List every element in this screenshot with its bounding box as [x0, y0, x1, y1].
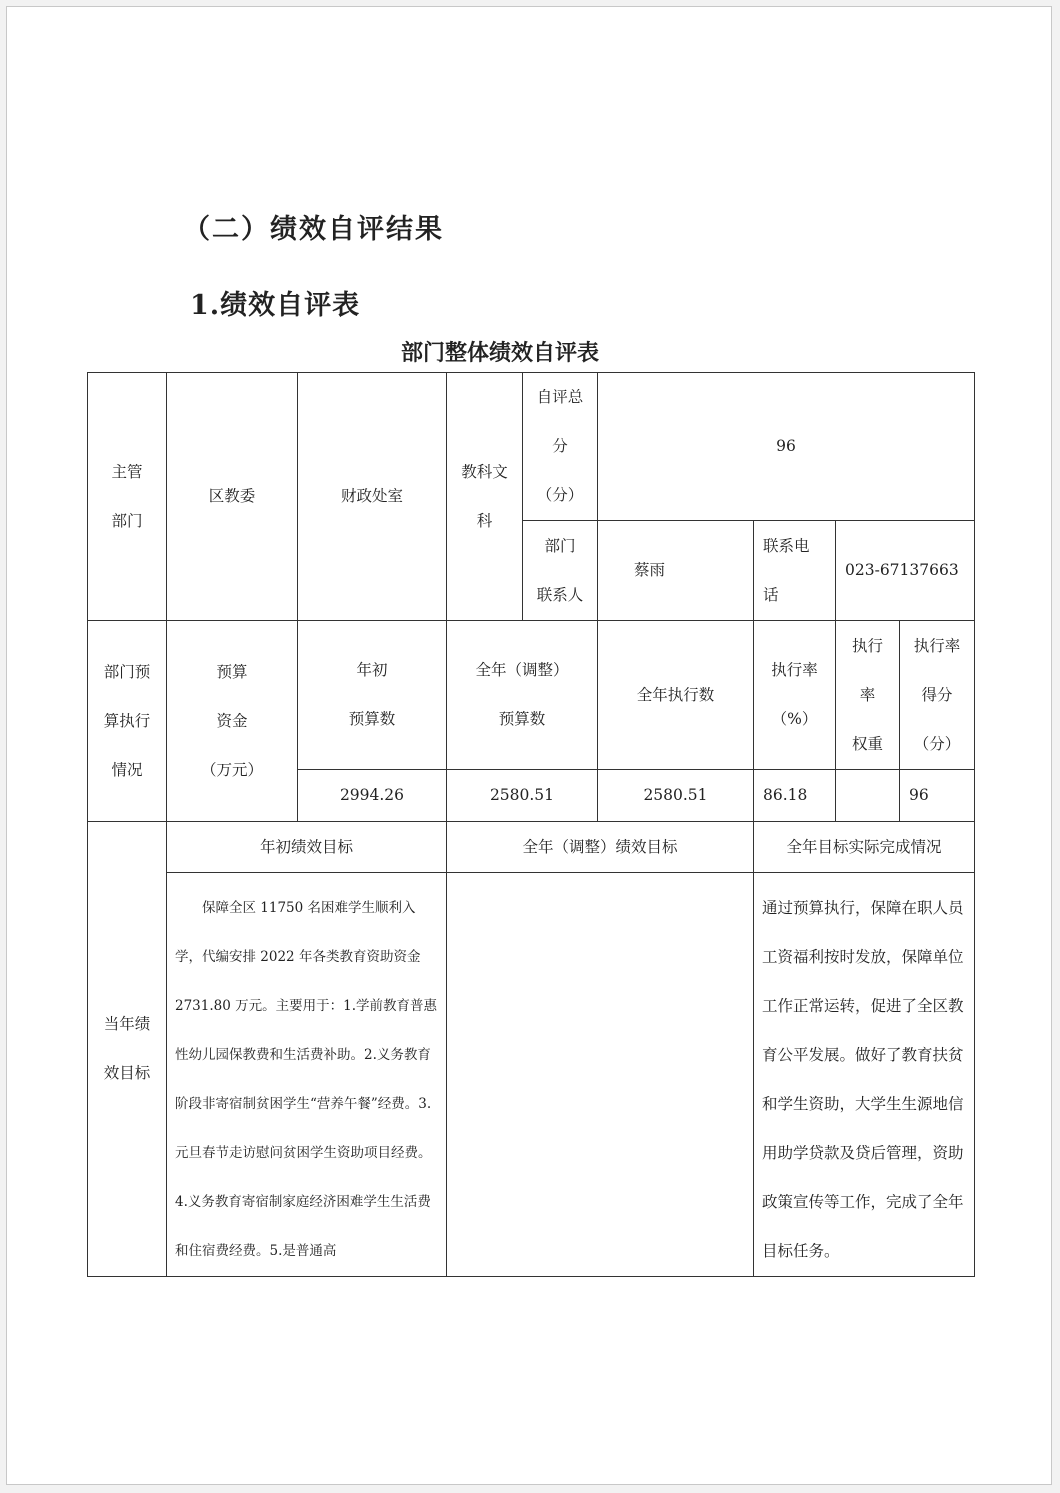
col-actual-completion: 全年目标实际完成情况 — [754, 822, 975, 873]
label-annual-goals: 当年绩 效目标 — [88, 822, 167, 1277]
initial-goals-text: 保障全区 11750 名困难学生顺利入学，代编安排 2022 年各类教育资助资金 2731.80 万元。主要用于：1.学前教育普惠性幼儿园保教费和生活费补助。2.义务教育阶段非寄宿制贫困学生“营养午餐”经费。3.元旦春节走访慰问贫困学生资助项目经费。4.义务教育寄宿制家庭经济困难学生生活费和住宿费经费。5.是普通高 — [167, 873, 447, 1277]
label-budget-funds: 预算 资金 （万元） — [167, 621, 298, 822]
val-rate-weight — [836, 770, 900, 822]
subsection-heading: 1.绩效自评表 — [190, 290, 361, 321]
label-supervising-dept: 主管 部门 — [88, 373, 167, 621]
col-initial-budget: 年初 预算数 — [298, 621, 447, 770]
col-adjusted-budget: 全年（调整） 预算数 — [447, 621, 598, 770]
val-adjusted-budget: 2580.51 — [447, 770, 598, 822]
col-rate-weight: 执行 率 权重 — [836, 621, 900, 770]
col-initial-goals: 年初绩效目标 — [167, 822, 447, 873]
section-heading: （二）绩效自评结果 — [183, 214, 444, 245]
actual-completion-text: 通过预算执行，保障在职人员工资福利按时发放，保障单位工作正常运转，促进了全区教育公平发展。做好了教育扶贫和学生资助，大学生生源地信用助学贷款及贷后管理，资助政策宣传等工作，完成了全年目标任务。 — [754, 873, 975, 1277]
val-executed: 2580.51 — [598, 770, 754, 822]
section-name: 教科文 科 — [447, 373, 523, 621]
col-execution-rate: 执行率 （%） — [754, 621, 836, 770]
performance-table — [87, 372, 975, 1277]
col-rate-score: 执行率 得分 （分） — [900, 621, 975, 770]
dept-name: 区教委 — [167, 373, 298, 621]
label-phone: 联系电 话 — [754, 521, 836, 621]
label-budget-execution: 部门预 算执行 情况 — [88, 621, 167, 822]
adjusted-goals-text — [447, 873, 754, 1277]
finance-office: 财政处室 — [298, 373, 447, 621]
contact-name: 蔡雨 — [598, 521, 754, 621]
label-contact-person: 部门 联系人 — [523, 521, 598, 621]
total-score-value: 96 — [598, 373, 975, 521]
val-execution-rate: 86.18 — [754, 770, 836, 822]
val-initial-budget: 2994.26 — [298, 770, 447, 822]
val-rate-score: 96 — [900, 770, 975, 822]
phone-value: 023-67137663 — [836, 521, 975, 621]
col-adjusted-goals: 全年（调整）绩效目标 — [447, 822, 754, 873]
table-title: 部门整体绩效自评表 — [400, 340, 599, 366]
col-executed: 全年执行数 — [598, 621, 754, 770]
label-total-score: 自评总 分 （分） — [523, 373, 598, 521]
